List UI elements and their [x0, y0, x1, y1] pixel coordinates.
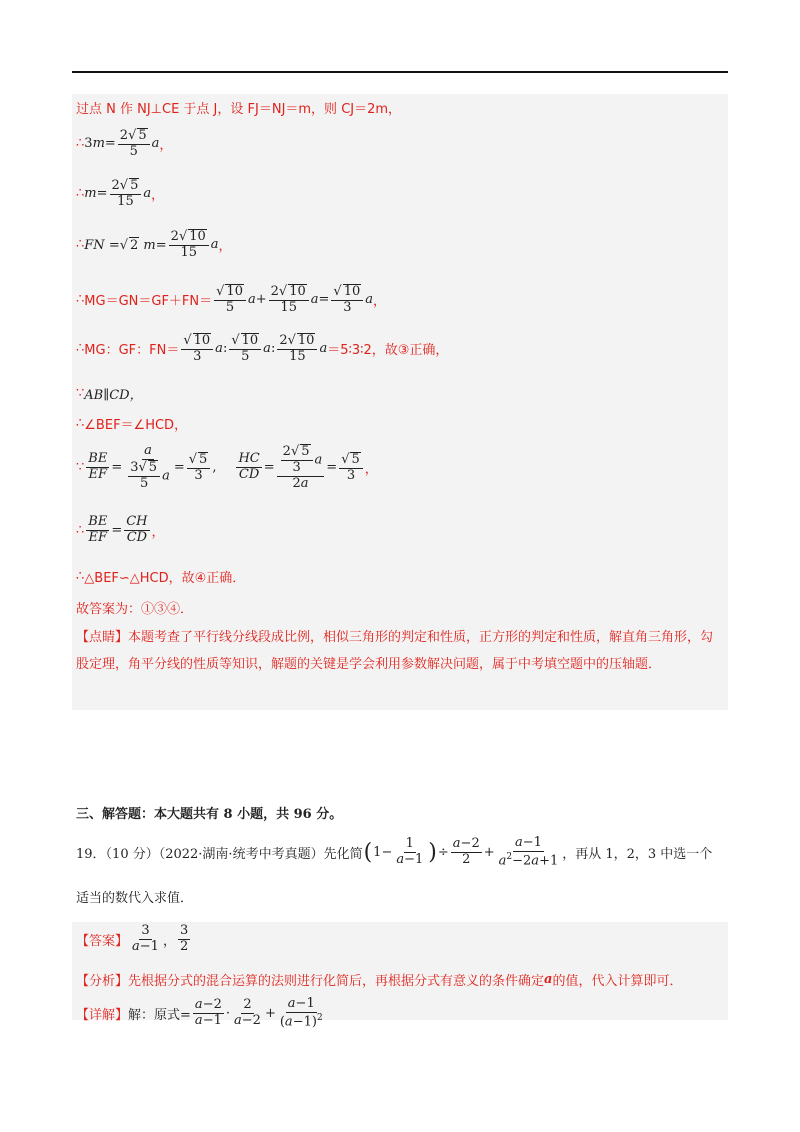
equation-3m: ∴ 3m= $\frac{2√ 5}{5}$ a ，: [76, 128, 173, 159]
answer-line: 故答案为：①③④．: [76, 602, 194, 617]
equation-equal-ratio: ∴ $\frac{BE}{EF}$ = $\frac{CH}{CD}$ ，: [76, 514, 165, 545]
question-19-line2: 适当的数代入求值．: [76, 891, 194, 906]
equation-ratios: ∵ $\frac{BE}{EF}$ = a $\frac{3√ 5}{5}$ a = $\frac{√ 5}{3}$ , $\frac{HC}{CD}$ = $\frac{2√ 5}{3}$ a 2a = $\frac{√ 5}{3}$ ，: [76, 443, 378, 491]
header-rule: [72, 71, 728, 73]
analysis-line: 【分析】 先根据分式的混合运算的法则进行化简后，再根据分式有意义的条件确定 a 的值，代入计算即可．: [76, 972, 683, 989]
detail-line: 【详解】 解：原式= $\frac{a-2}{a-1}$ · $\frac{2}{a-2}$ + $\frac{a-1}{(a-1)^2}$: [76, 996, 323, 1030]
equation-ratio: ∴ MG：GF：FN＝ $\frac{√ 10}{3}$ a: $\frac{√ 10}{5}$ a: $\frac{2√ 10}{15}$ a ＝5∶3∶2，故③正确，: [76, 333, 449, 364]
answer-tag-line: 【答案】 $\frac{3}{a-1}$ ， $\frac{3}{2}$: [76, 923, 189, 954]
equation-fn: ∴ FN =√ 2 m= $\frac{2√ 10}{15}$ a ，: [76, 229, 232, 260]
equation-mg: ∴ MG＝GN＝GF＋FN＝ $\frac{√ 10}{5}$ a+ $\frac{2√ 10}{15}$ a= $\frac{√ 10}{3}$ a ，: [76, 284, 387, 315]
question-19: 19．（10 分）（2022·湖南·统考中考真题）先化简 ( 1− $\frac{1}{a-1}$ ) ÷ $\frac{a-2}{2}$ + $\frac{a-1}{a^2-2a+1}$ ，再从 1，2，3 中选一个: [76, 835, 713, 869]
parallel-line: ∵ AB∥CD，: [76, 386, 143, 403]
similar-line: ∴ △BEF∽△HCD，故④正确．: [76, 569, 246, 586]
construction-line: 过点 N 作 NJ⊥CE 于点 J，设 FJ＝NJ＝m，则 CJ＝2m，: [76, 102, 402, 117]
equation-m: ∴ m = $\frac{2√ 5}{15}$ a ，: [76, 178, 165, 209]
comment-paragraph: 【点睛】本题考查了平行线分线段成比例，相似三角形的判定和性质，正方形的判定和性质，解直角三角形，勾股定理，角平分线的性质等知识，解题的关键是学会利用参数解决问题，属于中考填空题中的压轴题．: [76, 630, 714, 672]
solution-panel: [72, 94, 728, 710]
angle-line: ∴ ∠BEF＝∠HCD，: [76, 416, 188, 433]
section-title: 三、解答题：本大题共有 8 小题，共 96 分。: [76, 807, 343, 822]
